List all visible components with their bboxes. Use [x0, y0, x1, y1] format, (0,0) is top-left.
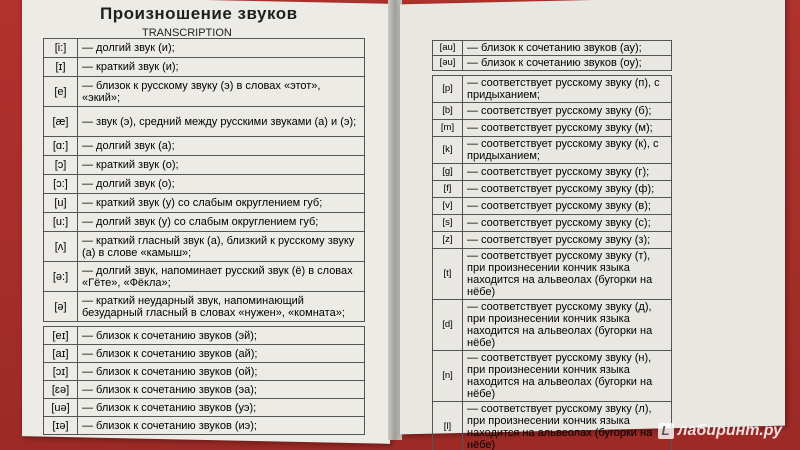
table-row — [44, 77, 365, 107]
description-cell: — соответствует русскому звуку (з); — [463, 232, 672, 249]
table-row — [44, 194, 365, 213]
symbol-cell: [l] — [433, 402, 463, 450]
description-cell: — соответствует русскому звуку (б); — [463, 103, 672, 120]
table-row — [44, 213, 365, 232]
symbol-cell: [u:] — [44, 213, 78, 232]
description-cell: — соответствует русскому звуку (в); — [463, 198, 672, 215]
description-cell: — долгий звук (и); — [78, 39, 365, 58]
symbol-cell: [u] — [44, 194, 78, 213]
symbol-cell: [s] — [433, 215, 463, 232]
symbol-cell: [ʌ] — [44, 232, 78, 262]
page-subtitle: TRANSCRIPTION — [142, 27, 232, 39]
symbol-cell: [b] — [433, 103, 463, 120]
table-row — [44, 262, 365, 292]
description-cell: — долгий звук, напоминает русский звук (ё) в словах «Гёте», «Фёкла»; — [78, 262, 365, 292]
description-cell: — долгий звук (у) со слабым округлением губ; — [78, 213, 365, 232]
symbol-cell: [ɔɪ] — [44, 363, 78, 381]
symbol-cell: [ə] — [44, 292, 78, 322]
description-cell: — долгий звук (а); — [78, 137, 365, 156]
symbol-cell: [aɪ] — [44, 345, 78, 363]
table-row — [433, 120, 672, 137]
description-cell: — соответствует русскому звуку (м); — [463, 120, 672, 137]
table-row — [44, 292, 365, 322]
symbol-cell: [ɑ:] — [44, 137, 78, 156]
symbol-cell: [əu] — [433, 56, 463, 71]
description-cell: — близок к сочетанию звуков (ау); — [463, 41, 672, 56]
table-row — [433, 137, 672, 164]
diphthongs-table-left — [43, 326, 365, 435]
description-cell: — близок к сочетанию звуков (эа); — [78, 381, 365, 399]
table-row — [433, 103, 672, 120]
description-cell: — соответствует русскому звуку (г); — [463, 164, 672, 181]
description-cell: — долгий звук (о); — [78, 175, 365, 194]
consonants-table — [432, 75, 672, 450]
description-cell: — близок к сочетанию звуков (оу); — [463, 56, 672, 71]
table-row — [44, 327, 365, 345]
description-cell: — близок к сочетанию звуков (ой); — [78, 363, 365, 381]
table-row — [44, 399, 365, 417]
labirint-logo-icon: L — [658, 423, 674, 439]
table-row — [44, 232, 365, 262]
description-cell: — краткий неударный звук, напоминающий безударный гласный в словах «нужен», «комната»; — [78, 292, 365, 322]
symbol-cell: [t] — [433, 249, 463, 300]
description-cell: — краткий гласный звук (а), близкий к русскому звуку (а) в слове «камыш»; — [78, 232, 365, 262]
description-cell: — соответствует русскому звуку (с); — [463, 215, 672, 232]
description-cell: — соответствует русскому звуку (п), с придыханием; — [463, 76, 672, 103]
table-row — [44, 417, 365, 435]
symbol-cell: [ɛə] — [44, 381, 78, 399]
symbol-cell: [ɔ] — [44, 156, 78, 175]
description-cell: — краткий звук (у) со слабым округлением губ; — [78, 194, 365, 213]
symbol-cell: [i:] — [44, 39, 78, 58]
table-row — [44, 345, 365, 363]
description-cell: — соответствует русскому звуку (л), при произнесении кончик языка находится на альвеолах (бугорки на нёбе) — [463, 402, 672, 450]
description-cell: — соответствует русскому звуку (т), при произнесении кончик языка находится на альвеолах (бугорки на нёбе) — [463, 249, 672, 300]
description-cell: — соответствует русскому звуку (н), при произнесении кончик языка находится на альвеолах (бугорки на нёбе) — [463, 351, 672, 402]
table-row — [44, 58, 365, 77]
table-row — [433, 41, 672, 56]
table-row — [433, 402, 672, 450]
table-row — [433, 76, 672, 103]
symbol-cell: [e] — [44, 77, 78, 107]
table-row — [433, 56, 672, 71]
description-cell: — близок к сочетанию звуков (уэ); — [78, 399, 365, 417]
symbol-cell: [eɪ] — [44, 327, 78, 345]
diphthongs-table-right — [432, 40, 672, 71]
description-cell: — близок к русскому звуку (э) в словах «этот», «экий»; — [78, 77, 365, 107]
description-cell: — краткий звук (и); — [78, 58, 365, 77]
symbol-cell: [uə] — [44, 399, 78, 417]
table-row — [433, 164, 672, 181]
description-cell: — близок к сочетанию звуков (иэ); — [78, 417, 365, 435]
table-row — [44, 381, 365, 399]
symbol-cell: [n] — [433, 351, 463, 402]
watermark-text: лабиринт.ру — [677, 422, 782, 439]
symbol-cell: [z] — [433, 232, 463, 249]
symbol-cell: [æ] — [44, 107, 78, 137]
symbol-cell: [v] — [433, 198, 463, 215]
symbol-cell: [ɪ] — [44, 58, 78, 77]
symbol-cell: [f] — [433, 181, 463, 198]
description-cell: — соответствует русскому звуку (д), при произнесении кончик языка находится на альвеолах (бугорки на нёбе) — [463, 300, 672, 351]
table-row — [433, 249, 672, 300]
description-cell: — краткий звук (о); — [78, 156, 365, 175]
vowels-table — [43, 38, 365, 322]
description-cell: — звук (э), средний между русскими звуками (а) и (э); — [78, 107, 365, 137]
description-cell: — соответствует русскому звуку (к), с придыханием; — [463, 137, 672, 164]
table-row — [433, 215, 672, 232]
table-row — [44, 363, 365, 381]
symbol-cell: [au] — [433, 41, 463, 56]
table-row — [44, 39, 365, 58]
symbol-cell: [ɔ:] — [44, 175, 78, 194]
table-row — [44, 175, 365, 194]
symbol-cell: [m] — [433, 120, 463, 137]
table-row — [44, 107, 365, 137]
table-row — [433, 232, 672, 249]
description-cell: — соответствует русскому звуку (ф); — [463, 181, 672, 198]
table-row — [433, 198, 672, 215]
symbol-cell: [p] — [433, 76, 463, 103]
symbol-cell: [g] — [433, 164, 463, 181]
symbol-cell: [d] — [433, 300, 463, 351]
page-title: Произношение звуков — [100, 4, 298, 23]
symbol-cell: [k] — [433, 137, 463, 164]
description-cell: — близок к сочетанию звуков (ай); — [78, 345, 365, 363]
table-row — [44, 156, 365, 175]
description-cell: — близок к сочетанию звуков (эй); — [78, 327, 365, 345]
table-row — [433, 351, 672, 402]
symbol-cell: [ɪə] — [44, 417, 78, 435]
watermark — [658, 422, 782, 440]
table-row — [433, 300, 672, 351]
table-row — [44, 137, 365, 156]
table-row — [433, 181, 672, 198]
symbol-cell: [ə:] — [44, 262, 78, 292]
